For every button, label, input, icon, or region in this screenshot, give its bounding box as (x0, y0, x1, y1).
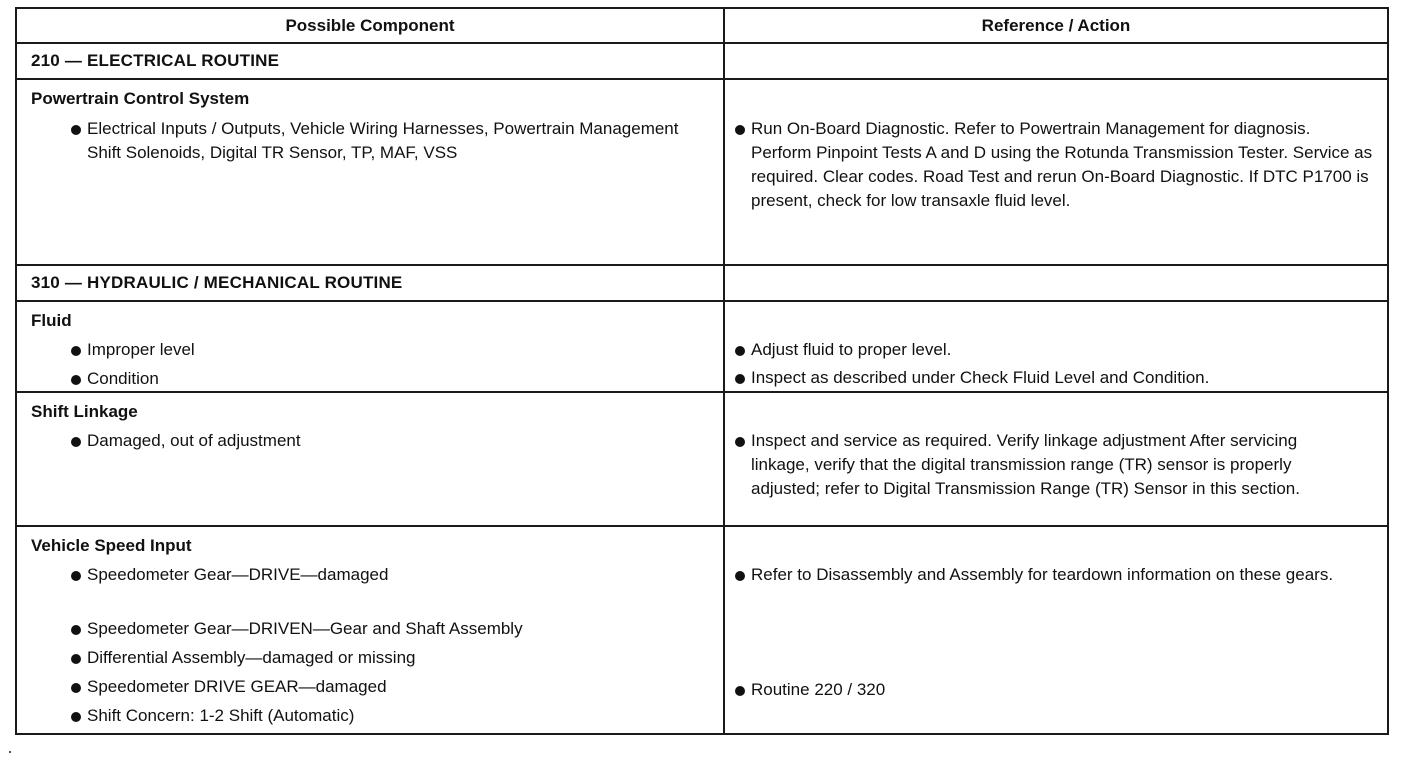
item-text: Adjust fluid to proper level. (751, 340, 952, 359)
group-row-fluid (16, 301, 1388, 392)
item-text: Speedometer Gear—DRIVE—damaged (87, 565, 389, 584)
component-cell (16, 526, 724, 734)
group-row-powertrain (16, 79, 1388, 265)
item-text: Run On-Board Diagnostic. Refer to Powertrain Management for diagnosis. Perform Pinpoint Tests A and D using the Rotunda Transmission Tester. Service as required. Clear codes. Road Test and rerun On-Board Diagnostic. If DTC P1700 is present, check for low transaxle fluid level. (751, 119, 1373, 210)
item-text: Inspect and service as required. Verify linkage adjustment After servicing linkage, verify that the digital transmission range (TR) sensor is properly adjusted; refer to Digital Transmission Range (TR) Sensor in this section. (751, 431, 1300, 498)
item-text: Differential Assembly—damaged or missing (87, 648, 416, 667)
list-item (17, 429, 723, 453)
section-title-electrical: 210 — ELECTRICAL ROUTINE (16, 43, 724, 79)
item-text: Refer to Disassembly and Assembly for teardown information on these gears. (751, 565, 1334, 584)
list-item (725, 366, 1387, 390)
bullet-icon (735, 437, 745, 447)
bullet-icon (71, 375, 81, 385)
item-text: Inspect as described under Check Fluid Level and Condition. (751, 368, 1210, 387)
action-cell (724, 301, 1388, 392)
bullet-icon (71, 683, 81, 693)
list-item (17, 367, 723, 391)
header-row (16, 8, 1388, 43)
item-text: Condition (87, 369, 159, 388)
section-empty-cell (724, 43, 1388, 79)
bullet-icon (71, 437, 81, 447)
component-cell (16, 79, 724, 265)
group-row-vehicle-speed (16, 526, 1388, 734)
group-title-fluid: Fluid (31, 311, 72, 330)
list-item (17, 563, 723, 587)
section-row-310 (16, 265, 1388, 301)
group-title-shift-linkage: Shift Linkage (31, 402, 138, 421)
bullet-icon (71, 625, 81, 635)
bullet-icon (735, 125, 745, 135)
item-text: Speedometer DRIVE GEAR—damaged (87, 677, 387, 696)
section-empty-cell (724, 265, 1388, 301)
group-title-vehicle-speed: Vehicle Speed Input (31, 536, 192, 555)
list-item (725, 117, 1387, 213)
item-text: Electrical Inputs / Outputs, Vehicle Wiring Harnesses, Powertrain Management Shift Solenoids, Digital TR Sensor, TP, MAF, VSS (87, 119, 679, 162)
group-title-powertrain: Powertrain Control System (31, 89, 250, 108)
section-row-210 (16, 43, 1388, 79)
list-item (725, 678, 1387, 702)
header-reference-action: Reference / Action (724, 8, 1388, 43)
bullet-icon (735, 571, 745, 581)
item-text: Improper level (87, 340, 195, 359)
component-cell (16, 301, 724, 392)
action-cell (724, 79, 1388, 265)
list-item (725, 563, 1387, 587)
list-item (17, 338, 723, 362)
item-text: Routine 220 / 320 (751, 680, 886, 699)
item-text: Shift Concern: 1-2 Shift (Automatic) (87, 706, 355, 725)
list-item (17, 646, 723, 670)
bullet-icon (71, 125, 81, 135)
group-row-shift-linkage (16, 392, 1388, 526)
scan-speck (9, 751, 11, 753)
list-item (725, 429, 1387, 501)
section-title-hydraulic: 310 — HYDRAULIC / MECHANICAL ROUTINE (16, 265, 724, 301)
bullet-icon (735, 346, 745, 356)
item-text: Damaged, out of adjustment (87, 431, 301, 450)
component-cell (16, 392, 724, 526)
diagnosis-table (15, 7, 1389, 735)
list-item (17, 617, 723, 641)
list-item (17, 117, 717, 165)
list-item (17, 704, 723, 728)
action-cell (724, 526, 1388, 734)
action-cell (724, 392, 1388, 526)
list-item (725, 338, 1387, 362)
bullet-icon (735, 686, 745, 696)
item-text: Speedometer Gear—DRIVEN—Gear and Shaft Assembly (87, 619, 523, 638)
bullet-icon (71, 712, 81, 722)
bullet-icon (71, 346, 81, 356)
bullet-icon (735, 374, 745, 384)
bullet-icon (71, 654, 81, 664)
list-item (17, 675, 723, 699)
bullet-icon (71, 571, 81, 581)
header-possible-component: Possible Component (16, 8, 724, 43)
